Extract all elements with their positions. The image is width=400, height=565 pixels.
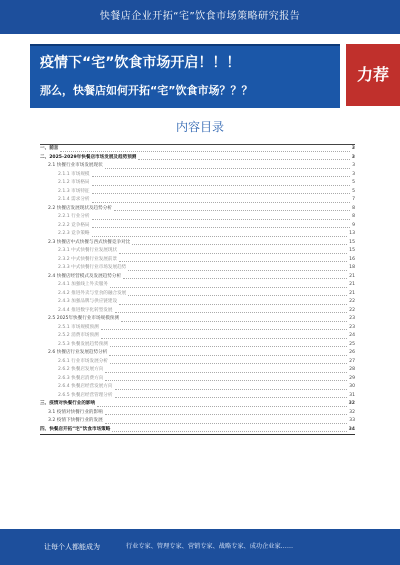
toc-entry-page: 8 [352,205,355,211]
toc-entry-title: 2.3 快餐店中式快餐与西式快餐竞争对比 [48,239,131,245]
toc-entry[interactable] [40,154,355,163]
toc-entry-title: 2.5.3 快餐发展趋势预测 [58,341,108,347]
toc-entry-title: 2.4.2 推进外卖与堂食的融合发展 [58,290,127,296]
toc-entry[interactable] [40,247,355,256]
toc-entry-title: 2.6.4 快餐店经营发展方向 [58,384,113,389]
toc-entry-page: 32 [348,401,355,406]
toc-entry-title: 二、2025-2029年快餐店市场发展及趋势预测 [40,154,137,160]
toc-leader-dots [92,185,351,186]
toc-entry-page: 3 [351,146,355,151]
toc-leader-dots [105,423,347,424]
toc-entry-title: 2.4.1 加强线上外卖服务 [58,282,108,287]
toc-entry-page: 3 [352,171,355,177]
toc-entry-title: 2.1 快餐行业市场发展现状 [48,163,103,168]
toc-entry[interactable] [40,324,355,333]
toc-entry-page: 24 [349,333,355,338]
headline: 疫情下“宅”饮食市场开启！！！ [40,55,241,71]
top-banner [0,0,400,34]
toc-entry[interactable] [40,264,355,273]
toc-leader-dots [115,312,348,313]
toc-entry-page: 30 [349,384,355,389]
toc-leader-dots [110,346,347,347]
toc-entry-page: 15 [349,248,355,253]
toc-entry-title: 三、疫情对快餐行业的影响 [40,401,96,406]
toc-entry-title: 2.2.1 行业分析 [58,214,90,219]
toc-entry-title: 2.4.4 推进数字化转型发展 [58,307,113,313]
toc-entry-page: 21 [349,273,355,279]
toc-leader-dots [115,397,348,398]
toc-entry-page: 13 [349,231,355,236]
toc-entry-page: 28 [349,367,355,372]
toc-entry-title: 2.6.2 快餐店发展方向 [58,367,104,372]
toc-entry-page: 9 [352,222,355,228]
toc-entry-page: 25 [349,341,355,347]
toc-entry[interactable] [40,290,355,299]
toc-entry-page: 3 [351,154,355,160]
toc-entry-title: 2.2.3 竞争策略 [58,231,90,236]
toc-leader-dots [110,363,347,364]
toc-leader-dots [92,193,351,194]
toc-leader-dots [121,321,347,322]
toc-title: 内容目录 [175,120,224,134]
toc-entry-title: 3.2 疫情下快餐行业的发展 [48,418,103,423]
toc-entry[interactable] [40,383,355,392]
toc-entry-title: 2.6 快餐店行业发展趋势分析 [48,350,108,355]
toc-entry-title: 3.1 疫情对快餐行业的影响 [48,409,103,415]
toc-leader-dots [105,168,350,169]
toc-entry-title: 四、快餐店开拓“宅”饮食市场策略 [40,426,111,432]
toc-leader-dots [105,372,347,373]
toc-entry-page: 33 [349,418,355,423]
toc-entry[interactable] [40,298,355,307]
toc-entry[interactable] [40,205,355,214]
toc-entry[interactable] [40,230,355,239]
toc-entry-title: 2.3.1 中式快餐行业发展现状 [58,248,118,253]
toc-entry-page: 8 [352,214,355,219]
toc-entry-title: 2.5.2 消费市场预测 [58,333,99,338]
toc-leader-dots [123,278,347,279]
toc-leader-dots [92,219,351,220]
toc-entry[interactable] [40,315,355,324]
toc-entry-title: 2.5 2025年快餐行业市场规模预测 [48,316,119,321]
toc-leader-dots [105,380,347,381]
toc-entry-title: 2.1.4 需求分析 [58,197,90,202]
toc-entry[interactable] [40,392,355,401]
toc-entry-title: 2.6.5 快餐店经营管理分析 [58,392,113,398]
toc-entry[interactable] [40,213,355,222]
toc-entry-title: 一、前言 [40,146,59,151]
table-of-contents [40,144,355,435]
toc-entry-title: 2.1.1 市场规模 [58,171,90,177]
toc-entry[interactable] [40,196,355,205]
toc-entry[interactable] [40,222,355,231]
toc-entry-page: 15 [349,239,355,245]
toc-entry[interactable] [40,273,355,282]
toc-entry-page: 23 [349,324,355,330]
toc-entry-page: 5 [352,188,355,194]
toc-entry[interactable] [40,417,355,426]
toc-leader-dots [92,227,351,228]
toc-entry[interactable] [40,188,355,197]
toc-leader-dots [105,414,347,415]
bottom-banner [0,529,400,565]
toc-leader-dots [119,304,347,305]
toc-leader-dots [97,406,346,407]
toc-entry-title: 2.2 快餐店发展现状及趋势分析 [48,205,112,211]
toc-entry[interactable] [40,162,355,171]
toc-entry[interactable] [40,307,355,316]
toc-entry-page: 31 [349,392,355,398]
toc-entry[interactable] [40,341,355,350]
toc-entry[interactable] [40,256,355,265]
toc-leader-dots [115,389,348,390]
toc-entry-title: 2.3.2 中式快餐行业发展前景 [58,256,118,262]
toc-entry-title: 2.2.2 竞争格局 [58,222,90,228]
toc-leader-dots [101,338,347,339]
toc-entry-page: 26 [349,350,355,355]
toc-entry-page: 18 [349,265,355,270]
toc-entry-page: 21 [349,290,355,296]
toc-leader-dots [101,329,347,330]
toc-entry[interactable] [40,171,355,180]
toc-entry-page: 21 [349,282,355,287]
toc-entry-page: 22 [349,299,355,304]
brand-badge [346,44,400,106]
toc-entry[interactable] [40,400,355,409]
toc-leader-dots [119,261,347,262]
toc-entry[interactable] [40,375,355,384]
toc-entry-page: 16 [349,256,355,262]
toc-entry-title: 2.6.1 行业市场发展分析 [58,358,108,364]
toc-entry-page: 22 [349,307,355,313]
toc-leader-dots [119,253,347,254]
toc-entry[interactable] [40,358,355,367]
footer-tags: 行业专家、管理专家、营销专家、战略专家、成功企业家…… [126,543,294,550]
toc-entry-title: 2.6.3 快餐店消费方向 [58,375,104,381]
toc-entry[interactable] [40,366,355,375]
toc-entry-title: 2.4 快餐店经营模式及发展趋势分析 [48,273,122,279]
toc-leader-dots [128,270,347,271]
toc-entry-page: 5 [352,180,355,185]
toc-leader-dots [110,287,347,288]
toc-leader-dots [114,210,350,211]
toc-leader-dots [92,236,348,237]
toc-entry[interactable] [40,409,355,418]
toc-entry[interactable] [40,426,355,436]
toc-entry-page: 29 [349,375,355,381]
toc-entry-title: 2.5.1 市场规模预测 [58,324,99,330]
toc-leader-dots [112,431,346,432]
toc-leader-dots [60,151,349,152]
toc-entry-page: 7 [352,197,355,202]
toc-entry[interactable] [40,145,355,154]
headline-banner [30,44,340,108]
toc-leader-dots [92,176,351,177]
toc-entry[interactable] [40,349,355,358]
toc-leader-dots [109,355,347,356]
footer-slogan: 让每个人都能成为 [44,543,100,551]
toc-entry-title: 2.3.3 中式快餐行业市场发展趋势 [58,265,127,270]
toc-leader-dots [128,295,347,296]
report-title: 快餐店企业开拓“宅”饮食市场策略研究报告 [99,11,301,22]
toc-leader-dots [132,244,347,245]
toc-entry-page: 23 [349,316,355,321]
toc-entry-page: 27 [349,358,355,364]
brand-name: 力荐 [356,65,389,84]
toc-entry[interactable] [40,332,355,341]
toc-leader-dots [92,202,351,203]
subheadline: 那么，快餐店如何开拓“宅”饮食市场？？？ [40,84,253,97]
toc-entry-page: 34 [348,426,355,432]
toc-entry-title: 2.1.3 市场特征 [58,188,90,194]
toc-leader-dots [138,159,349,160]
toc-entry[interactable] [40,239,355,248]
toc-entry-title: 2.4.3 加强品牌与供应链建设 [58,299,118,304]
toc-entry-page: 32 [349,409,355,415]
toc-entry-page: 3 [352,163,355,168]
toc-entry[interactable] [40,281,355,290]
toc-entry-title: 2.1.2 市场格局 [58,180,90,185]
toc-entry[interactable] [40,179,355,188]
